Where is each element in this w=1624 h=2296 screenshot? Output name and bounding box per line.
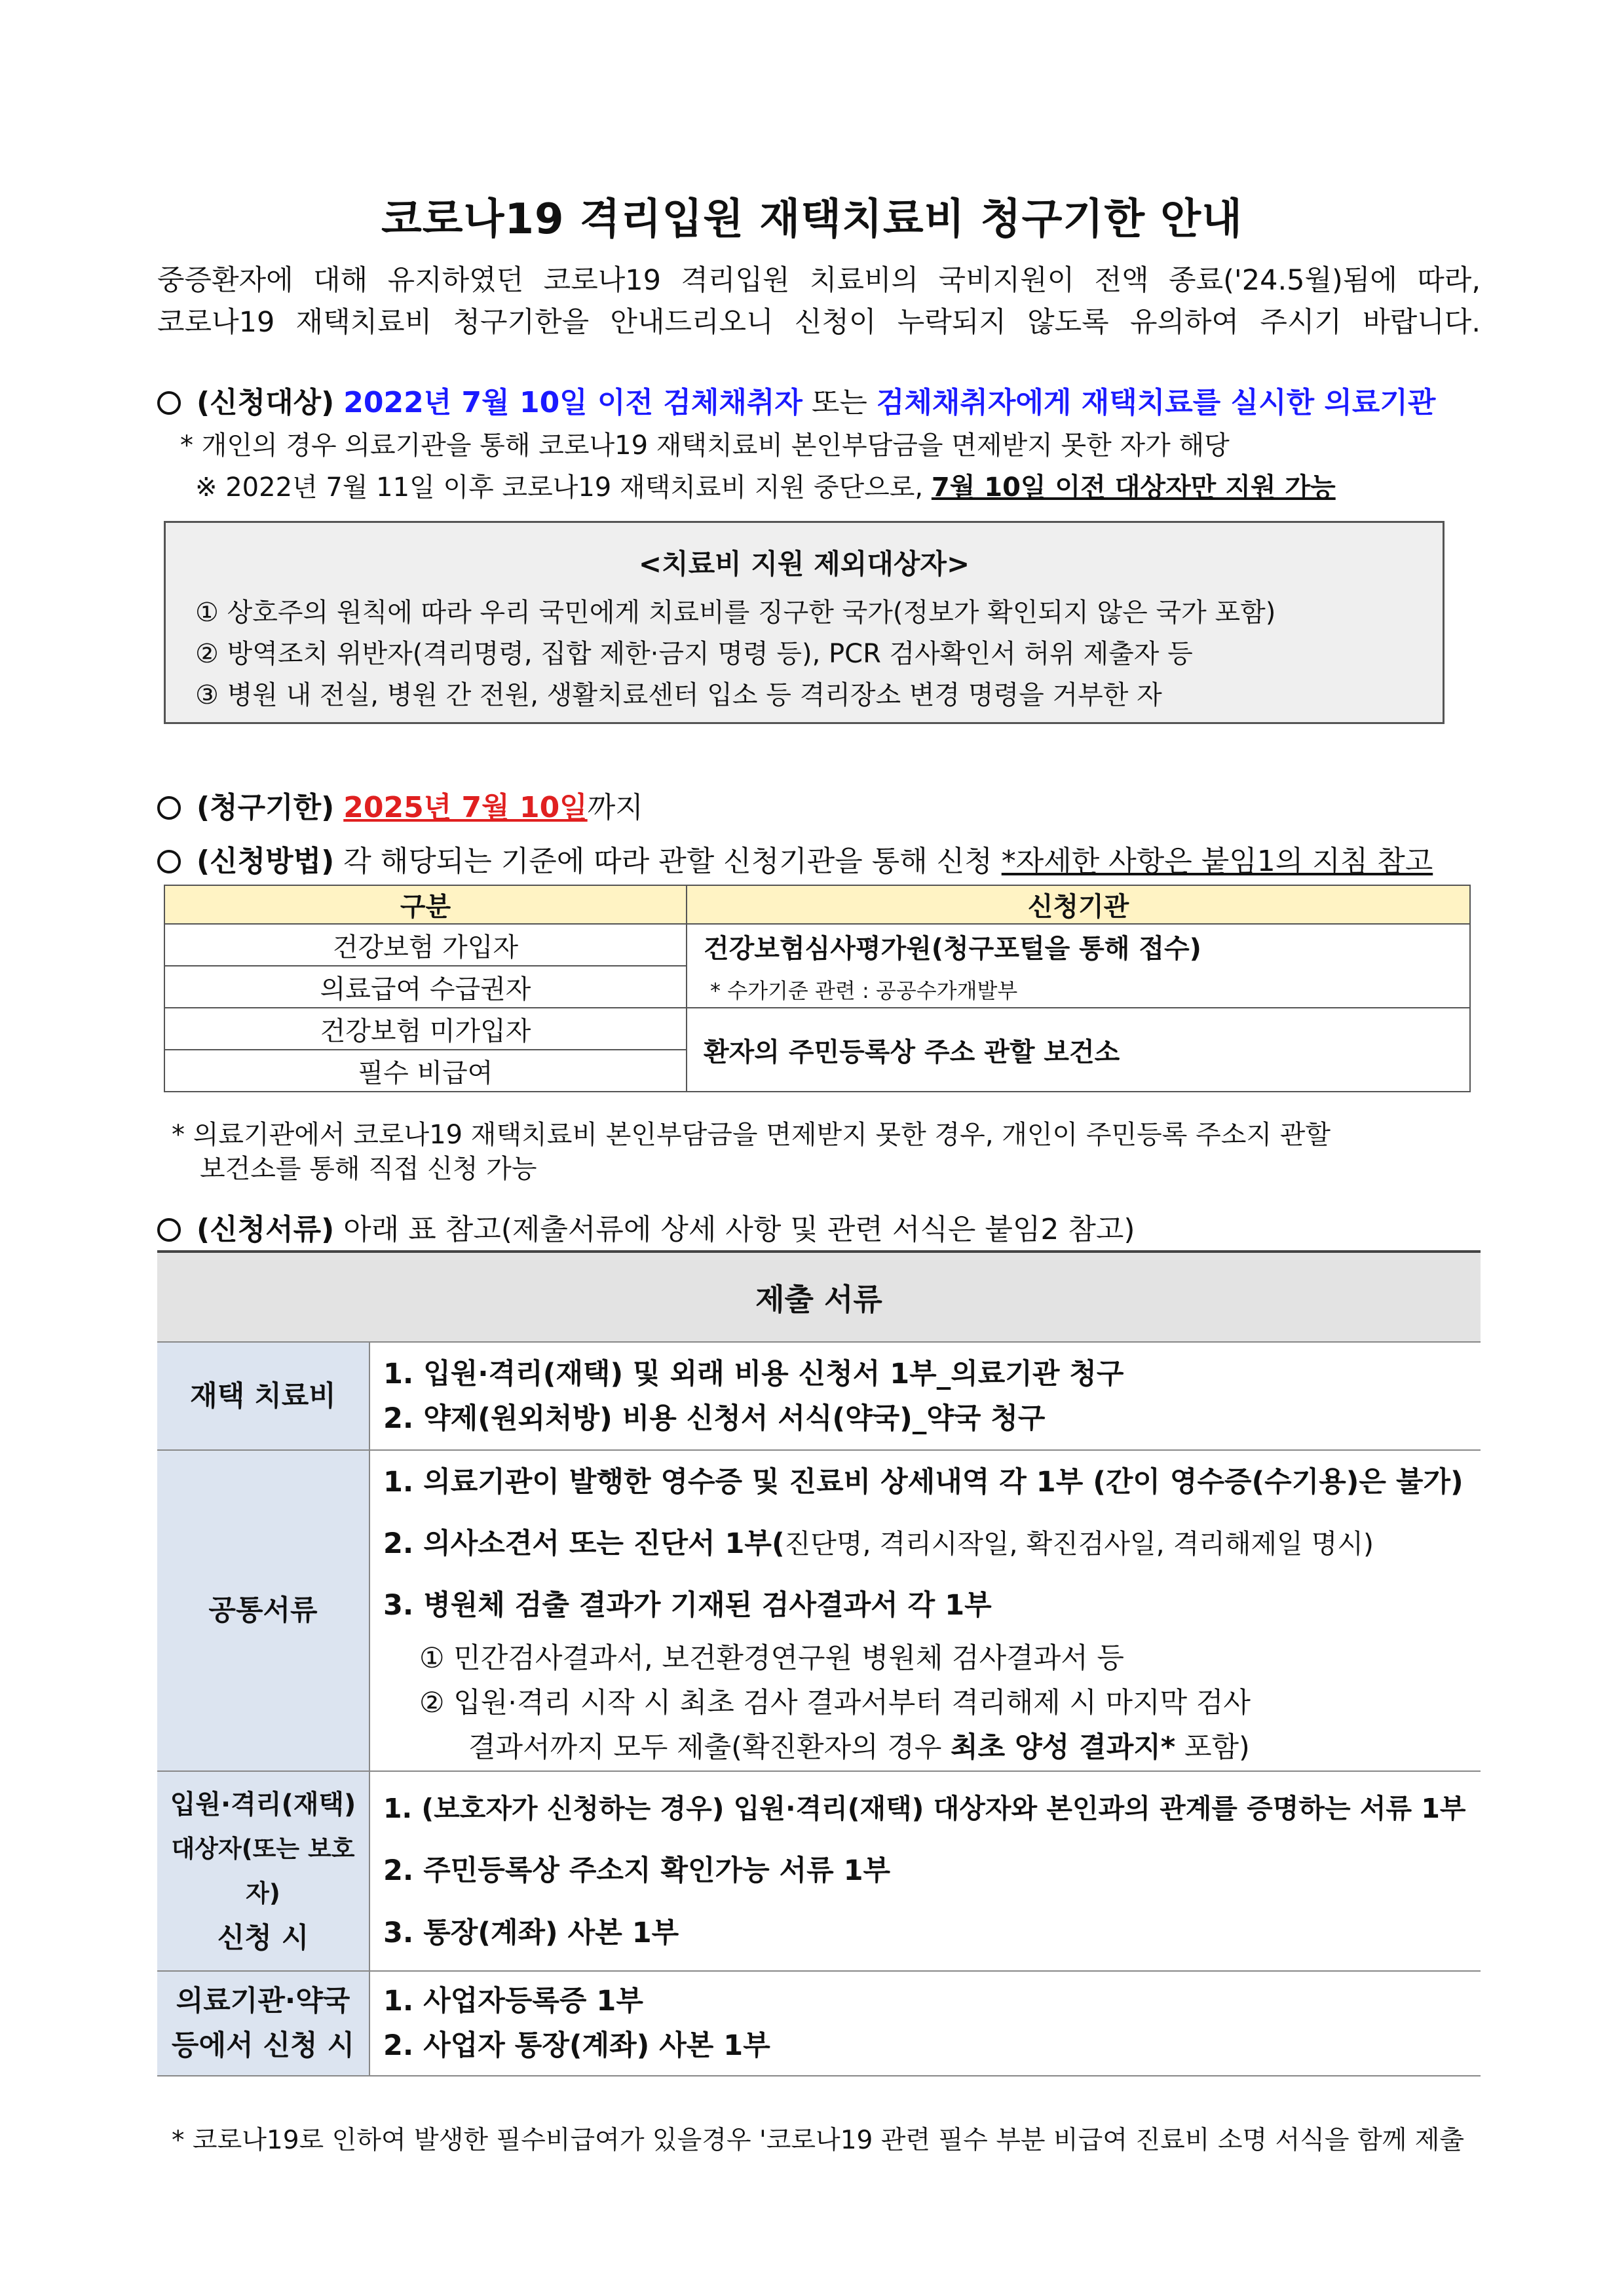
docs-label: (신청서류) [197, 1213, 335, 1246]
docs-category-home-care: 재택 치료비 [157, 1342, 369, 1450]
docs-category-institution [157, 1971, 369, 2076]
cat-line: 대상자(또는 보호자) [171, 1834, 355, 1907]
section-deadline [157, 784, 643, 826]
list-item: 1. (보호자가 신청하는 경우) 입원·격리(재택) 대상자와 본인과의 관계를 증명하는 서류 1부 [383, 1793, 1466, 1824]
table-row: 필수 비급여 [164, 1050, 687, 1092]
section-docs [157, 1206, 1135, 1248]
section-target [157, 379, 1435, 421]
page-title: 코로나19 격리입원 재택치료비 청구기한 안내 [381, 195, 1243, 244]
list-item: 2. 약제(원외처방) 비용 신청서 서식(약국)_약국 청구 [383, 1402, 1046, 1435]
section-method [157, 837, 1433, 879]
deadline-label: (청구기한) [197, 791, 335, 824]
method-header-category: 구분 [164, 885, 687, 924]
institution-hira-name: 건강보험심사평가원(청구포털을 통해 접수) [704, 933, 1201, 964]
sub-suffix: 포함) [1184, 1731, 1250, 1764]
cat-line: 입원·격리(재택) [170, 1789, 356, 1820]
list-item: 2. 주민등록상 주소지 확인가능 서류 1부 [383, 1854, 891, 1887]
exclusion-box [164, 521, 1445, 724]
cat-line: 등에서 신청 시 [171, 2029, 355, 2062]
target-value-1: 2022년 7월 10일 이전 검체채취자 [343, 386, 803, 419]
circle-bullet-icon [157, 796, 181, 820]
docs-content-applicant [369, 1771, 1481, 1971]
docs-content-home-care [369, 1342, 1481, 1450]
cat-line: 의료기관·약국 [176, 1985, 350, 2018]
docs-header: 제출 서류 [157, 1252, 1481, 1342]
list-item: 1. 입원·격리(재택) 및 외래 비용 신청서 1부_의료기관 청구 [383, 1357, 1124, 1390]
institution-health-center: 환자의 주민등록상 주소 관할 보건소 [687, 1008, 1470, 1092]
sub-prefix: 결과서까지 모두 제출(확진환자의 경우 [468, 1731, 942, 1764]
cat-line: 신청 시 [217, 1921, 309, 1955]
list-subitem: ② 입원·격리 시작 시 최초 검사 결과서부터 격리해제 시 마지막 검사 [419, 1687, 1251, 1719]
target-note-2 [195, 467, 1336, 504]
list-item: 1. 사업자등록증 1부 [383, 1985, 643, 2018]
deadline-date: 2025년 7월 10일 [343, 791, 588, 824]
method-ref: *자세한 사항은 붙임1의 지침 참고 [1001, 845, 1433, 878]
docs-category-common: 공통서류 [157, 1450, 369, 1771]
circle-bullet-icon [157, 1218, 181, 1242]
docs-text: 아래 표 참고(제출서류에 상세 사항 및 관련 서식은 붙임2 참고) [343, 1213, 1135, 1246]
list-item: 3. 통장(계좌) 사본 1부 [383, 1917, 679, 1949]
method-label: (신청방법) [197, 845, 335, 878]
sub-bold: 최초 양성 결과지* [951, 1731, 1176, 1764]
method-header-institution: 신청기관 [687, 885, 1470, 924]
docs-content-common [369, 1450, 1481, 1771]
list-item-rest: 진단명, 격리시작일, 확진검사일, 격리해제일 명시) [784, 1528, 1374, 1559]
circle-bullet-icon [157, 850, 181, 873]
list-item [383, 1513, 1481, 1575]
list-subitem [383, 1725, 1481, 1770]
docs-content-institution [369, 1971, 1481, 2076]
institution-hira [687, 924, 1470, 1008]
table-row: 의료급여 수급권자 [164, 966, 687, 1008]
table-row: 건강보험 미가입자 [164, 1008, 687, 1050]
list-subitem: ① 민간검사결과서, 보건환경연구원 병원체 검사결과서 등 [419, 1642, 1124, 1675]
intro-line-2: 코로나19 재택치료비 청구기한을 안내드리오니 신청이 누락되지 않도록 유의하여 주시기 바랍니다. [157, 306, 1481, 339]
docs-footnote: * 코로나19로 인하여 발생한 필수비급여가 있을경우 '코로나19 관련 필수 부분 비급여 진료비 소명 서식을 함께 제출 [172, 2126, 1465, 2155]
docs-category-applicant [157, 1771, 369, 1971]
list-item: 3. 병원체 검출 결과가 기재된 검사결과서 각 1부 [383, 1589, 992, 1622]
exclusion-item: ③ 병원 내 전실, 병원 간 전원, 생활치료센터 입소 등 격리장소 변경 명령을 거부한 자 [195, 680, 1162, 710]
method-note-1: * 의료기관에서 코로나19 재택치료비 본인부담금을 면제받지 못한 경우, 개인이 주민등록 주소지 관할 [172, 1120, 1331, 1150]
target-value-2: 검체채취자에게 재택치료를 실시한 의료기관 [876, 386, 1436, 419]
docs-table [157, 1250, 1481, 2076]
circle-bullet-icon [157, 391, 181, 415]
deadline-suffix: 까지 [587, 791, 643, 824]
method-text: 각 해당되는 기준에 따라 관할 신청기관을 통해 신청 [343, 845, 992, 878]
target-note-2-prefix: ※ 2022년 7월 11일 이후 코로나19 재택치료비 지원 중단으로, [195, 472, 924, 503]
list-item: 2. 사업자 통장(계좌) 사본 1부 [383, 2029, 770, 2062]
intro-line-1: 중증환자에 대해 유지하였던 코로나19 격리입원 치료비의 국비지원이 전액 종료('24.5월)됨에 따라, [157, 264, 1481, 297]
method-table [164, 885, 1471, 1092]
list-item: 1. 의료기관이 발행한 영수증 및 진료비 상세내역 각 1부 (간이 영수증(수기용)은 불가) [383, 1466, 1463, 1499]
target-label: (신청대상) [197, 386, 335, 419]
target-note-1: * 개인의 경우 의료기관을 통해 코로나19 재택치료비 본인부담금을 면제받지 못한 자가 해당 [180, 430, 1230, 461]
method-note-2: 보건소를 통해 직접 신청 가능 [200, 1154, 537, 1184]
exclusion-item: ① 상호주의 원칙에 따라 우리 국민에게 치료비를 징구한 국가(정보가 확인되지 않은 국가 포함) [195, 598, 1276, 628]
table-row: 건강보험 가입자 [164, 924, 687, 966]
target-conj: 또는 [811, 386, 867, 419]
exclusion-title: <치료비 지원 제외대상자> [638, 548, 970, 580]
exclusion-item: ② 방역조치 위반자(격리명령, 집합 제한·금지 명령 등), PCR 검사확인서 허위 제출자 등 [195, 639, 1193, 669]
list-item-bold: 2. 의사소견서 또는 진단서 1부( [383, 1527, 785, 1560]
institution-hira-note: * 수가기준 관련 : 공공수가개발부 [710, 978, 1018, 1003]
target-note-2-bold: 7월 10일 이전 대상자만 지원 가능 [931, 472, 1336, 503]
